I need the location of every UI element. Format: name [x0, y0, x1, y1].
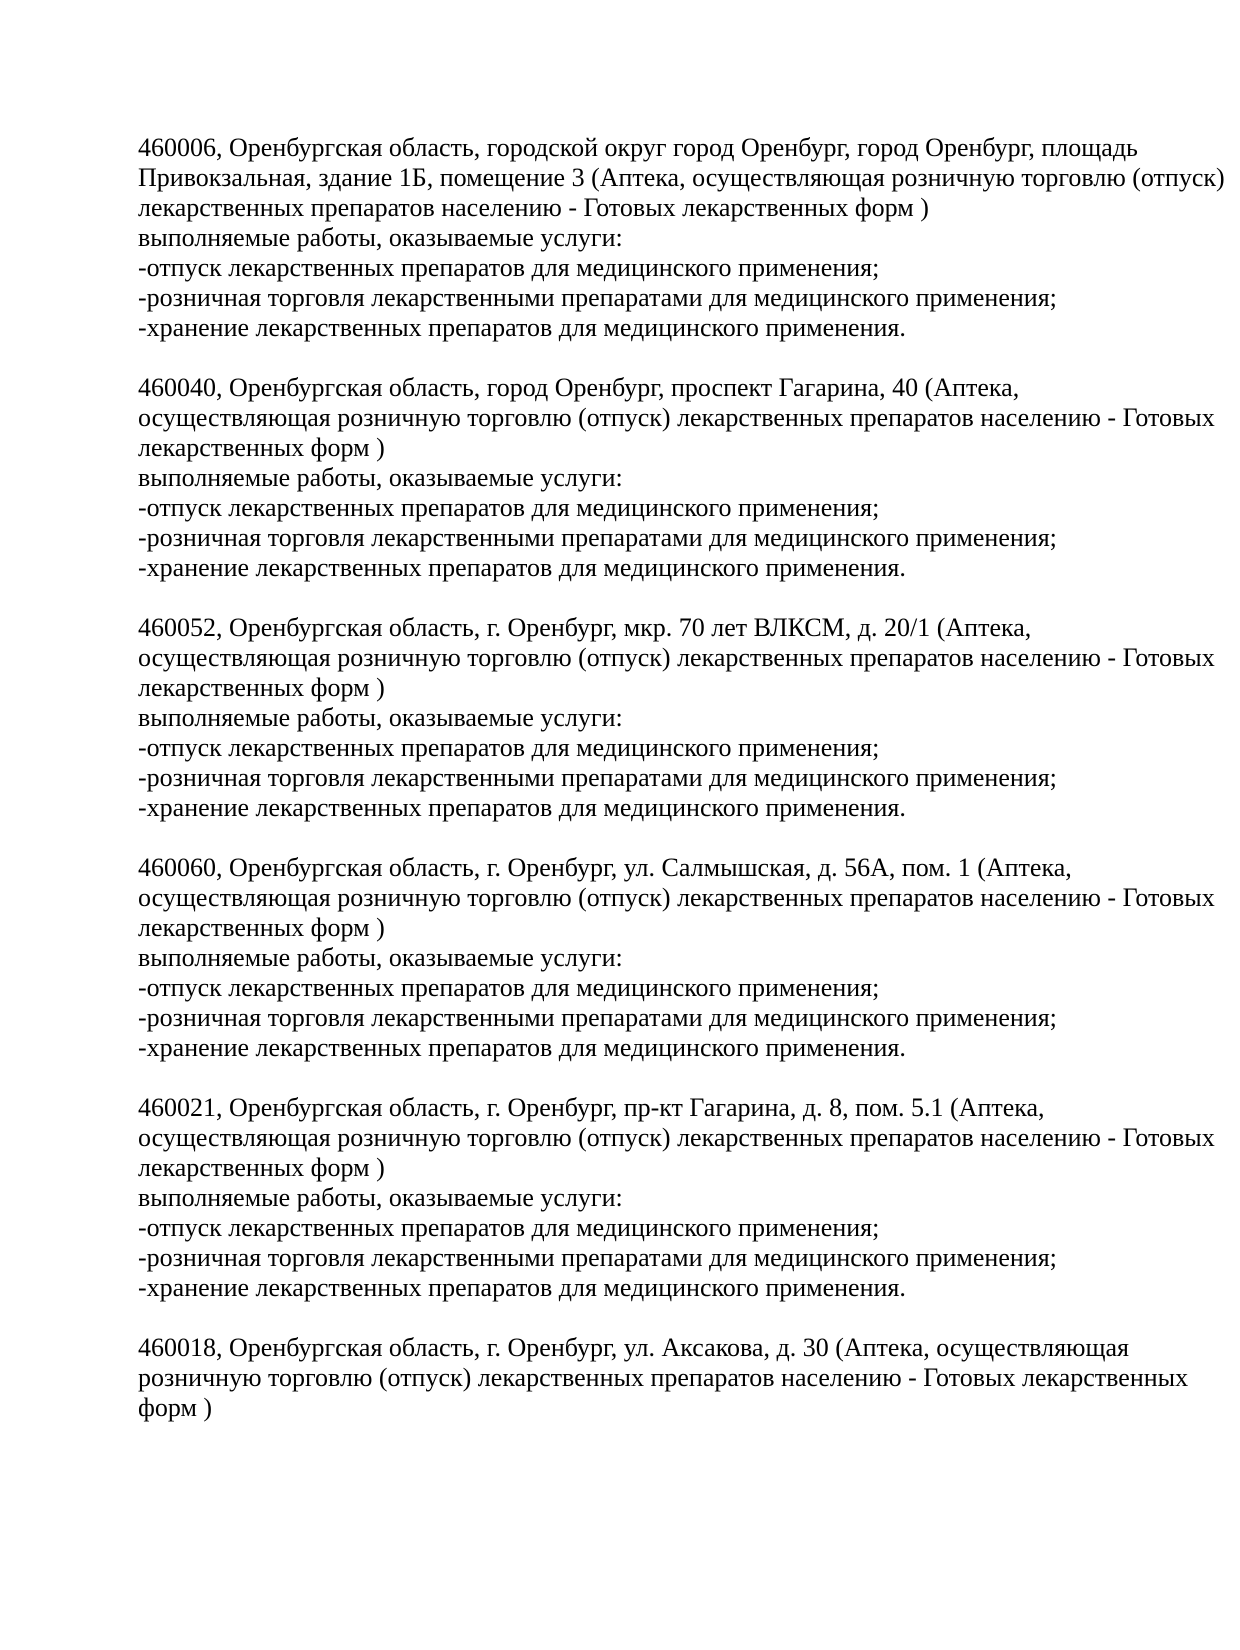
text-line: розничную торговлю (отпуск) лекарственных препаратов населению - Готовых лекарственных [138, 1363, 1189, 1392]
address-block [138, 853, 1218, 1063]
text-line: -отпуск лекарственных препаратов для медицинского применения; [138, 1213, 880, 1242]
text-line: -хранение лекарственных препаратов для медицинского применения. [138, 793, 906, 822]
text-line: -хранение лекарственных препаратов для медицинского применения. [138, 1033, 906, 1062]
text-line: выполняемые работы, оказываемые услуги: [138, 703, 623, 732]
text-line: выполняемые работы, оказываемые услуги: [138, 943, 623, 972]
address-block [138, 133, 1225, 343]
text-line: выполняемые работы, оказываемые услуги: [138, 1183, 623, 1212]
text-line: 460052, Оренбургская область, г. Оренбург, мкр. 70 лет ВЛКСМ, д. 20/1 (Аптека, [138, 613, 1032, 642]
text-line: 460018, Оренбургская область, г. Оренбург, ул. Аксакова, д. 30 (Аптека, осуществляющая [138, 1333, 1129, 1362]
text-line: -розничная торговля лекарственными препаратами для медицинского применения; [138, 763, 1057, 792]
text-line: форм ) [138, 1393, 213, 1422]
text-line: выполняемые работы, оказываемые услуги: [138, 223, 623, 252]
text-line: осуществляющая розничную торговлю (отпуск) лекарственных препаратов населению - Готовых [138, 643, 1215, 672]
text-line: лекарственных форм ) [138, 673, 385, 702]
text-line: -хранение лекарственных препаратов для медицинского применения. [138, 553, 906, 582]
text-line: -отпуск лекарственных препаратов для медицинского применения; [138, 493, 880, 522]
text-line: 460006, Оренбургская область, городской округ город Оренбург, город Оренбург, площадь [138, 133, 1138, 162]
text-line: лекарственных форм ) [138, 433, 385, 462]
text-line: лекарственных форм ) [138, 913, 385, 942]
text-line: -розничная торговля лекарственными препаратами для медицинского применения; [138, 1243, 1057, 1272]
address-block [138, 613, 1218, 823]
text-line: осуществляющая розничную торговлю (отпуск) лекарственных препаратов населению - Готовых [138, 403, 1215, 432]
text-line: осуществляющая розничную торговлю (отпуск) лекарственных препаратов населению - Готовых [138, 883, 1215, 912]
text-line: 460021, Оренбургская область, г. Оренбург, пр-кт Гагарина, д. 8, пом. 5.1 (Аптека, [138, 1093, 1045, 1122]
text-line: лекарственных форм ) [138, 1153, 385, 1182]
text-line: 460040, Оренбургская область, город Оренбург, проспект Гагарина, 40 (Аптека, [138, 373, 1020, 402]
text-line: осуществляющая розничную торговлю (отпуск) лекарственных препаратов населению - Готовых [138, 1123, 1215, 1152]
text-line: -хранение лекарственных препаратов для медицинского применения. [138, 313, 906, 342]
text-line: -отпуск лекарственных препаратов для медицинского применения; [138, 733, 880, 762]
address-block [138, 373, 1218, 583]
address-block [138, 1093, 1218, 1303]
text-line: -розничная торговля лекарственными препаратами для медицинского применения; [138, 523, 1057, 552]
text-line: -отпуск лекарственных препаратов для медицинского применения; [138, 973, 880, 1002]
text-line: -хранение лекарственных препаратов для медицинского применения. [138, 1273, 906, 1302]
text-line: Привокзальная, здание 1Б, помещение 3 (Аптека, осуществляющая розничную торговлю (отпуск) [138, 163, 1225, 192]
text-line: -отпуск лекарственных препаратов для медицинского применения; [138, 253, 880, 282]
text-line: 460060, Оренбургская область, г. Оренбург, ул. Салмышская, д. 56А, пом. 1 (Аптека, [138, 853, 1072, 882]
text-line: выполняемые работы, оказываемые услуги: [138, 463, 623, 492]
text-line: -розничная торговля лекарственными препаратами для медицинского применения; [138, 283, 1057, 312]
address-block [138, 1333, 1218, 1423]
text-line: -розничная торговля лекарственными препаратами для медицинского применения; [138, 1003, 1057, 1032]
pharmacy-address-list [138, 133, 1225, 1423]
text-line: лекарственных препаратов населению - Готовых лекарственных форм ) [138, 193, 929, 222]
